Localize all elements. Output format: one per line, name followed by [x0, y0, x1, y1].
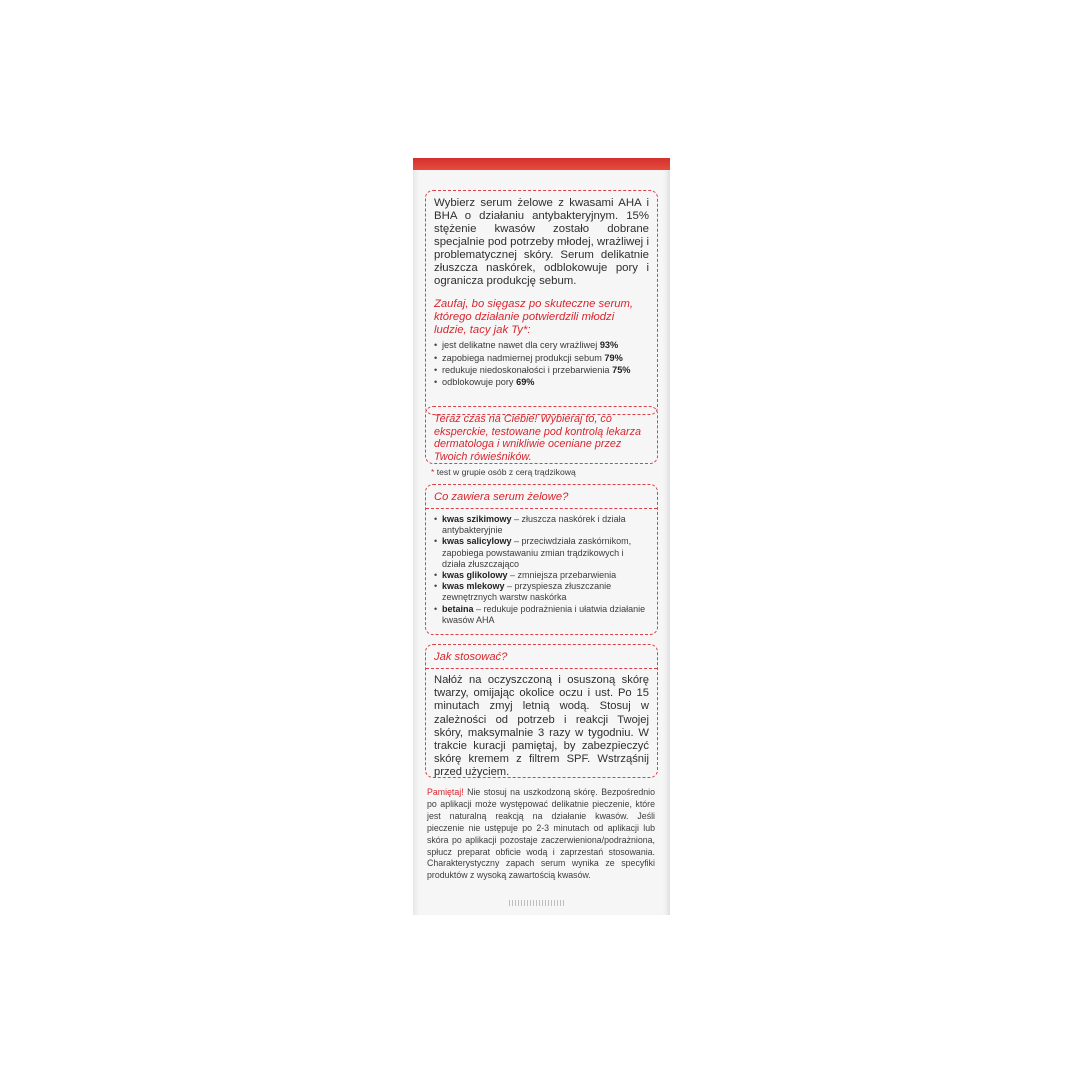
result-item: • redukuje niedoskonałości i przebarwienia 75%	[434, 364, 649, 376]
ingredient-item: • kwas mlekowy – przyspiesza złuszczanie zewnętrznych warstw naskórka	[434, 581, 649, 603]
warning-lead: Pamiętaj!	[427, 787, 464, 797]
ingredients-panel	[425, 484, 658, 635]
warning-text: Pamiętaj! Nie stosuj na uszkodzoną skórę. Bezpośrednio po aplikacji może występować delikatnie pieczenie, które jest naturalną reakcją na działanie kwasów. Jeśli pieczenie nie ustępuje po 2-3 minutach od aplikacji lub skóra po aplikacji pozostaje zaczerwieniona/podrażniona, spłucz preparat obficie wodą i zaprzestań stosowania. Charakterystyczny zapach serum wynika ze specyfiki produktów z wysoką zawartością kwasów.	[427, 787, 655, 881]
footnote: * test w grupie osób z cerą trądzikową	[431, 467, 576, 477]
results-list	[434, 339, 649, 388]
ingredient-item: • kwas szikimowy – złuszcza naskórek i działa antybakteryjnie	[434, 514, 649, 536]
usage-title: Jak stosować?	[426, 651, 657, 669]
now-text: Teraz czas na Ciebie! Wybieraj to, co eksperckie, testowane pod kontrolą lekarza dermatologa i wnikliwie oceniane przez Twoich rówieśników.	[434, 413, 642, 463]
ingredient-item: • betaina – redukuje podrażnienia i ułatwia działanie kwasów AHA	[434, 604, 649, 626]
result-item: • zapobiega nadmiernej produkcji sebum 79%	[434, 352, 649, 364]
intro-text: Wybierz serum żelowe z kwasami AHA i BHA o działaniu antybakteryjnym. 15% stężenie kwasów zostało dobrane specjalnie pod potrzeby młodej, wrażliwej i problematycznej skóry. Serum delikatnie złuszcza naskórek, odblokowuje pory i ogranicza produkcję sebum.	[434, 197, 649, 287]
description-panel	[425, 190, 658, 415]
ingredient-item: • kwas salicylowy – przeciwdziała zaskórnikom, zapobiega powstawaniu zmian trądzikowych i działa złuszczająco	[434, 536, 649, 570]
trust-text: Zaufaj, bo sięgasz po skuteczne serum, którego działanie potwierdzili młodzi ludzie, tacy jak Ty*:	[434, 298, 634, 336]
print-code-strip	[509, 900, 565, 906]
ingredient-item: • kwas glikolowy – zmniejsza przebarwienia	[434, 570, 649, 581]
result-item: • odblokowuje pory 69%	[434, 376, 649, 388]
red-top-band	[413, 158, 670, 170]
now-panel	[425, 406, 658, 464]
usage-text: Nałóż na oczyszczoną i osuszoną skórę twarzy, omijając okolice oczu i ust. Po 15 minutach zmyj letnią wodą. Stosuj w zależności od potrzeb i reakcji Twojej skóry, maksymalnie 3 razy w tygodniu. W trakcie kuracji pamiętaj, by zabezpieczyć skórę kremem z filtrem SPF. Wstrząśnij przed użyciem.	[434, 674, 649, 779]
ingredients-title: Co zawiera serum żelowe?	[426, 491, 657, 509]
ingredients-list	[434, 514, 649, 626]
usage-panel	[425, 644, 658, 778]
result-item: • jest delikatne nawet dla cery wrażliwej 93%	[434, 339, 649, 351]
product-box-back	[413, 158, 670, 915]
